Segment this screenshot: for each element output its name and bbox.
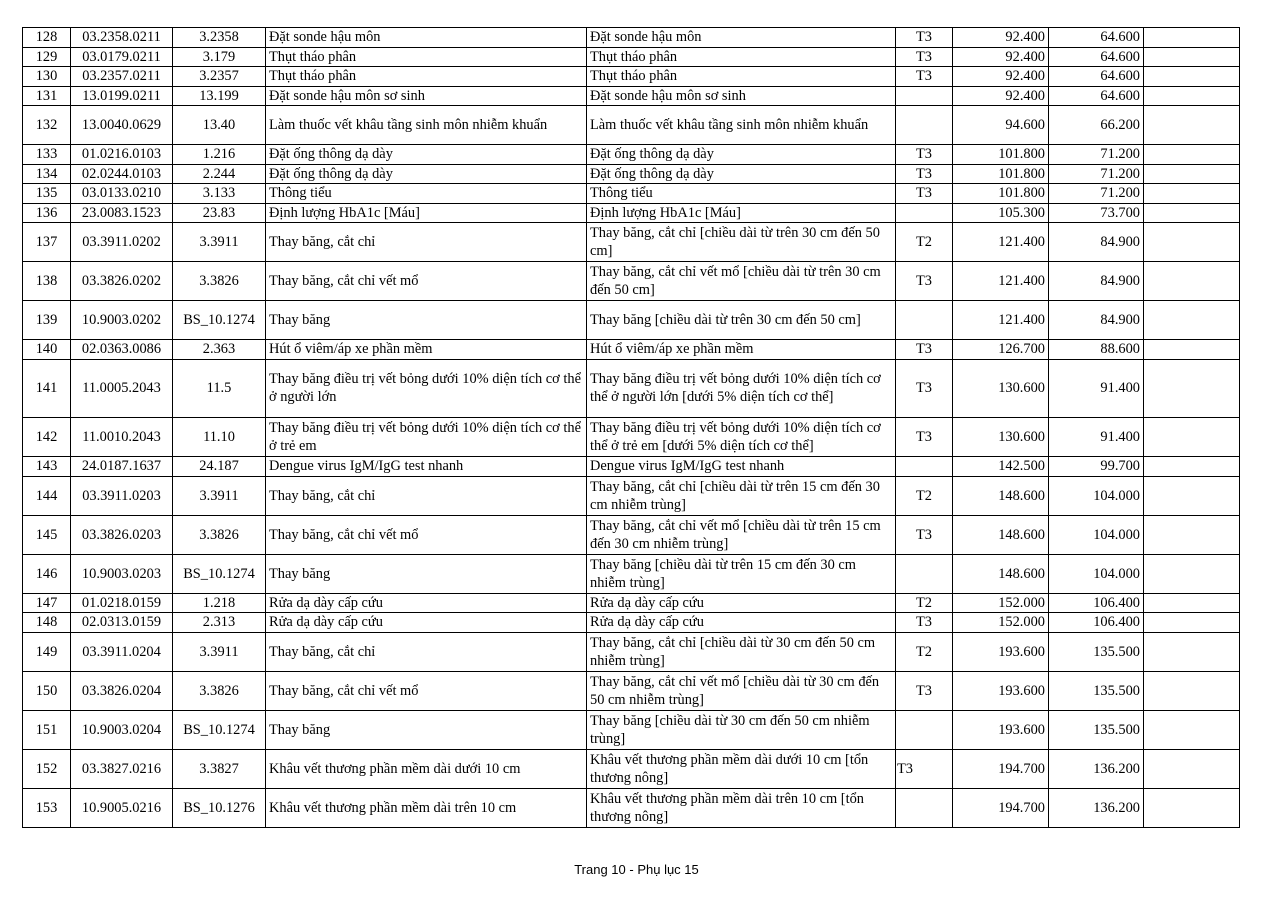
cell-price: 130.600 xyxy=(953,359,1049,418)
cell-price: 101.800 xyxy=(953,145,1049,165)
table-row xyxy=(23,359,1240,418)
cell-service-code: 10.9003.0202 xyxy=(71,301,173,340)
cell-row-number: 129 xyxy=(23,47,71,67)
cell-service-code: 03.3827.0216 xyxy=(71,749,173,788)
cell-service-name: Thay băng xyxy=(266,301,587,340)
table-row xyxy=(23,223,1240,262)
cell-classification: T2 xyxy=(896,223,953,262)
cell-row-number: 146 xyxy=(23,554,71,593)
cell-price-discounted: 84.900 xyxy=(1049,223,1144,262)
cell-approved-service-name: Thông tiểu xyxy=(587,184,896,204)
cell-note xyxy=(1144,262,1240,301)
price-table xyxy=(22,27,1240,828)
cell-service-code: 10.9003.0204 xyxy=(71,710,173,749)
cell-service-name: Thay băng, cắt chỉ xyxy=(266,223,587,262)
cell-approved-service-name: Thay băng điều trị vết bỏng dưới 10% diện tích cơ thể ở người lớn [dưới 5% diện tích cơ thể] xyxy=(587,359,896,418)
table-row xyxy=(23,476,1240,515)
cell-price-discounted: 64.600 xyxy=(1049,28,1144,48)
cell-circular-code: 3.3826 xyxy=(173,262,266,301)
cell-circular-code: 3.179 xyxy=(173,47,266,67)
table-row xyxy=(23,67,1240,87)
cell-row-number: 144 xyxy=(23,476,71,515)
cell-classification: T3 xyxy=(896,515,953,554)
cell-approved-service-name: Thay băng, cắt chỉ vết mổ [chiều dài từ trên 15 cm đến 30 cm nhiễm trùng] xyxy=(587,515,896,554)
table-row xyxy=(23,632,1240,671)
cell-service-code: 24.0187.1637 xyxy=(71,457,173,477)
cell-circular-code: 3.3911 xyxy=(173,476,266,515)
cell-price-discounted: 71.200 xyxy=(1049,164,1144,184)
cell-note xyxy=(1144,301,1240,340)
table-row xyxy=(23,593,1240,613)
cell-note xyxy=(1144,788,1240,827)
cell-price: 152.000 xyxy=(953,613,1049,633)
cell-note xyxy=(1144,749,1240,788)
cell-service-name: Đặt ống thông dạ dày xyxy=(266,145,587,165)
cell-price: 121.400 xyxy=(953,262,1049,301)
cell-service-code: 03.2357.0211 xyxy=(71,67,173,87)
cell-approved-service-name: Định lượng HbA1c [Máu] xyxy=(587,203,896,223)
cell-service-name: Rửa dạ dày cấp cứu xyxy=(266,593,587,613)
cell-price: 101.800 xyxy=(953,164,1049,184)
cell-price: 92.400 xyxy=(953,28,1049,48)
cell-note xyxy=(1144,203,1240,223)
cell-approved-service-name: Rửa dạ dày cấp cứu xyxy=(587,593,896,613)
cell-approved-service-name: Hút ổ viêm/áp xe phần mềm xyxy=(587,340,896,360)
cell-note xyxy=(1144,223,1240,262)
cell-price-discounted: 99.700 xyxy=(1049,457,1144,477)
cell-circular-code: 3.2358 xyxy=(173,28,266,48)
cell-approved-service-name: Khâu vết thương phần mềm dài trên 10 cm [tổn thương nông] xyxy=(587,788,896,827)
cell-service-name: Thay băng, cắt chỉ vết mổ xyxy=(266,262,587,301)
cell-price-discounted: 64.600 xyxy=(1049,67,1144,87)
table-row xyxy=(23,749,1240,788)
cell-price: 94.600 xyxy=(953,106,1049,145)
cell-classification: T3 xyxy=(896,613,953,633)
cell-note xyxy=(1144,359,1240,418)
cell-approved-service-name: Đặt sonde hậu môn xyxy=(587,28,896,48)
cell-price: 148.600 xyxy=(953,476,1049,515)
cell-note xyxy=(1144,418,1240,457)
cell-circular-code: 2.363 xyxy=(173,340,266,360)
cell-circular-code: 13.199 xyxy=(173,86,266,106)
cell-service-code: 01.0218.0159 xyxy=(71,593,173,613)
cell-service-code: 03.3826.0203 xyxy=(71,515,173,554)
cell-price: 126.700 xyxy=(953,340,1049,360)
table-row xyxy=(23,28,1240,48)
cell-classification xyxy=(896,106,953,145)
table-row xyxy=(23,145,1240,165)
cell-service-name: Đặt sonde hậu môn xyxy=(266,28,587,48)
cell-circular-code: 3.3911 xyxy=(173,632,266,671)
cell-circular-code: 3.133 xyxy=(173,184,266,204)
cell-service-code: 11.0005.2043 xyxy=(71,359,173,418)
cell-service-code: 10.9003.0203 xyxy=(71,554,173,593)
cell-classification: T3 xyxy=(896,47,953,67)
table-row xyxy=(23,106,1240,145)
cell-classification: T3 xyxy=(896,28,953,48)
cell-price: 101.800 xyxy=(953,184,1049,204)
table-row xyxy=(23,262,1240,301)
cell-price-discounted: 91.400 xyxy=(1049,359,1144,418)
table-row xyxy=(23,86,1240,106)
cell-row-number: 135 xyxy=(23,184,71,204)
cell-note xyxy=(1144,593,1240,613)
cell-circular-code: 2.244 xyxy=(173,164,266,184)
cell-circular-code: 11.10 xyxy=(173,418,266,457)
cell-service-code: 13.0040.0629 xyxy=(71,106,173,145)
cell-row-number: 152 xyxy=(23,749,71,788)
cell-price-discounted: 136.200 xyxy=(1049,749,1144,788)
cell-service-name: Thay băng điều trị vết bỏng dưới 10% diện tích cơ thể ở trẻ em xyxy=(266,418,587,457)
cell-service-name: Thay băng, cắt chỉ vết mổ xyxy=(266,515,587,554)
cell-service-name: Thay băng xyxy=(266,710,587,749)
cell-row-number: 149 xyxy=(23,632,71,671)
cell-price-discounted: 106.400 xyxy=(1049,593,1144,613)
cell-price-discounted: 71.200 xyxy=(1049,145,1144,165)
cell-service-code: 03.3826.0204 xyxy=(71,671,173,710)
cell-service-name: Thụt tháo phân xyxy=(266,67,587,87)
cell-row-number: 137 xyxy=(23,223,71,262)
cell-price-discounted: 66.200 xyxy=(1049,106,1144,145)
cell-approved-service-name: Thay băng, cắt chỉ [chiều dài từ 30 cm đến 50 cm nhiễm trùng] xyxy=(587,632,896,671)
cell-service-name: Rửa dạ dày cấp cứu xyxy=(266,613,587,633)
cell-service-code: 03.3826.0202 xyxy=(71,262,173,301)
cell-service-name: Thay băng, cắt chỉ vết mổ xyxy=(266,671,587,710)
cell-approved-service-name: Thay băng, cắt chỉ vết mổ [chiều dài từ 30 cm đến 50 cm nhiễm trùng] xyxy=(587,671,896,710)
cell-note xyxy=(1144,457,1240,477)
cell-circular-code: 3.3827 xyxy=(173,749,266,788)
cell-price-discounted: 71.200 xyxy=(1049,184,1144,204)
cell-note xyxy=(1144,632,1240,671)
table-row xyxy=(23,418,1240,457)
cell-classification: T3 xyxy=(896,262,953,301)
cell-price: 142.500 xyxy=(953,457,1049,477)
cell-circular-code: BS_10.1274 xyxy=(173,301,266,340)
cell-price-discounted: 73.700 xyxy=(1049,203,1144,223)
cell-service-name: Đặt sonde hậu môn sơ sinh xyxy=(266,86,587,106)
cell-approved-service-name: Thay băng, cắt chỉ vết mổ [chiều dài từ trên 30 cm đến 50 cm] xyxy=(587,262,896,301)
cell-service-name: Đặt ống thông dạ dày xyxy=(266,164,587,184)
cell-approved-service-name: Thay băng, cắt chỉ [chiều dài từ trên 30 cm đến 50 cm] xyxy=(587,223,896,262)
table-row xyxy=(23,203,1240,223)
cell-price: 193.600 xyxy=(953,710,1049,749)
cell-price-discounted: 136.200 xyxy=(1049,788,1144,827)
cell-price-discounted: 64.600 xyxy=(1049,47,1144,67)
cell-service-name: Thay băng điều trị vết bỏng dưới 10% diện tích cơ thể ở người lớn xyxy=(266,359,587,418)
cell-classification xyxy=(896,788,953,827)
price-table-sheet xyxy=(22,27,1239,828)
cell-row-number: 145 xyxy=(23,515,71,554)
cell-classification: T3 xyxy=(896,359,953,418)
cell-classification: T3 xyxy=(896,340,953,360)
cell-price: 193.600 xyxy=(953,632,1049,671)
cell-row-number: 133 xyxy=(23,145,71,165)
cell-circular-code: BS_10.1274 xyxy=(173,554,266,593)
cell-row-number: 151 xyxy=(23,710,71,749)
cell-service-name: Khâu vết thương phần mềm dài dưới 10 cm xyxy=(266,749,587,788)
cell-circular-code: 1.218 xyxy=(173,593,266,613)
cell-classification: T2 xyxy=(896,476,953,515)
table-row xyxy=(23,301,1240,340)
cell-price: 92.400 xyxy=(953,86,1049,106)
cell-service-name: Dengue virus IgM/IgG test nhanh xyxy=(266,457,587,477)
cell-service-name: Làm thuốc vết khâu tầng sinh môn nhiễm khuẩn xyxy=(266,106,587,145)
cell-note xyxy=(1144,671,1240,710)
cell-service-code: 13.0199.0211 xyxy=(71,86,173,106)
cell-price: 92.400 xyxy=(953,67,1049,87)
cell-service-name: Hút ổ viêm/áp xe phần mềm xyxy=(266,340,587,360)
cell-row-number: 147 xyxy=(23,593,71,613)
table-row xyxy=(23,340,1240,360)
cell-price-discounted: 84.900 xyxy=(1049,301,1144,340)
cell-row-number: 136 xyxy=(23,203,71,223)
cell-circular-code: 2.313 xyxy=(173,613,266,633)
cell-price-discounted: 104.000 xyxy=(1049,554,1144,593)
cell-row-number: 130 xyxy=(23,67,71,87)
cell-price: 121.400 xyxy=(953,301,1049,340)
cell-service-name: Khâu vết thương phần mềm dài trên 10 cm xyxy=(266,788,587,827)
cell-service-name: Thay băng xyxy=(266,554,587,593)
cell-service-name: Thụt tháo phân xyxy=(266,47,587,67)
cell-classification: T3 xyxy=(896,418,953,457)
cell-note xyxy=(1144,340,1240,360)
cell-note xyxy=(1144,28,1240,48)
cell-classification xyxy=(896,710,953,749)
cell-price: 152.000 xyxy=(953,593,1049,613)
cell-note xyxy=(1144,184,1240,204)
cell-service-code: 03.3911.0204 xyxy=(71,632,173,671)
cell-price-discounted: 84.900 xyxy=(1049,262,1144,301)
cell-service-code: 02.0313.0159 xyxy=(71,613,173,633)
cell-classification: T3 xyxy=(896,164,953,184)
cell-price: 194.700 xyxy=(953,788,1049,827)
cell-note xyxy=(1144,613,1240,633)
cell-price: 92.400 xyxy=(953,47,1049,67)
cell-note xyxy=(1144,554,1240,593)
cell-note xyxy=(1144,515,1240,554)
table-row xyxy=(23,613,1240,633)
table-row xyxy=(23,184,1240,204)
cell-circular-code: 24.187 xyxy=(173,457,266,477)
table-row xyxy=(23,47,1240,67)
cell-service-code: 02.0244.0103 xyxy=(71,164,173,184)
cell-price: 193.600 xyxy=(953,671,1049,710)
cell-classification: T3 xyxy=(896,671,953,710)
cell-service-name: Thay băng, cắt chỉ xyxy=(266,632,587,671)
cell-price: 148.600 xyxy=(953,515,1049,554)
cell-note xyxy=(1144,145,1240,165)
cell-classification: T3 xyxy=(896,67,953,87)
cell-approved-service-name: Khâu vết thương phần mềm dài dưới 10 cm [tổn thương nông] xyxy=(587,749,896,788)
cell-circular-code: 3.3826 xyxy=(173,515,266,554)
cell-row-number: 142 xyxy=(23,418,71,457)
cell-row-number: 131 xyxy=(23,86,71,106)
cell-price-discounted: 104.000 xyxy=(1049,515,1144,554)
cell-row-number: 143 xyxy=(23,457,71,477)
cell-classification: T3 xyxy=(896,145,953,165)
cell-price: 130.600 xyxy=(953,418,1049,457)
cell-price-discounted: 64.600 xyxy=(1049,86,1144,106)
cell-classification: T3 xyxy=(896,184,953,204)
table-row xyxy=(23,788,1240,827)
cell-approved-service-name: Thay băng điều trị vết bỏng dưới 10% diện tích cơ thể ở trẻ em [dưới 5% diện tích cơ thể] xyxy=(587,418,896,457)
cell-service-code: 03.3911.0203 xyxy=(71,476,173,515)
cell-note xyxy=(1144,476,1240,515)
cell-price: 105.300 xyxy=(953,203,1049,223)
cell-row-number: 132 xyxy=(23,106,71,145)
table-row xyxy=(23,671,1240,710)
cell-note xyxy=(1144,106,1240,145)
cell-service-code: 23.0083.1523 xyxy=(71,203,173,223)
page-footer: Trang 10 - Phụ lục 15 xyxy=(574,862,699,877)
cell-service-code: 03.2358.0211 xyxy=(71,28,173,48)
cell-classification: T3 xyxy=(896,749,953,788)
cell-classification xyxy=(896,457,953,477)
cell-approved-service-name: Thay băng [chiều dài từ 30 cm đến 50 cm nhiễm trùng] xyxy=(587,710,896,749)
cell-service-code: 10.9005.0216 xyxy=(71,788,173,827)
cell-price: 148.600 xyxy=(953,554,1049,593)
cell-note xyxy=(1144,67,1240,87)
cell-price: 194.700 xyxy=(953,749,1049,788)
cell-classification: T2 xyxy=(896,593,953,613)
cell-service-code: 11.0010.2043 xyxy=(71,418,173,457)
cell-circular-code: BS_10.1274 xyxy=(173,710,266,749)
cell-classification: T2 xyxy=(896,632,953,671)
cell-circular-code: 11.5 xyxy=(173,359,266,418)
cell-service-name: Thông tiểu xyxy=(266,184,587,204)
table-row xyxy=(23,457,1240,477)
cell-service-code: 03.3911.0202 xyxy=(71,223,173,262)
cell-service-name: Thay băng, cắt chỉ xyxy=(266,476,587,515)
cell-price-discounted: 135.500 xyxy=(1049,710,1144,749)
cell-service-name: Định lượng HbA1c [Máu] xyxy=(266,203,587,223)
cell-row-number: 128 xyxy=(23,28,71,48)
table-row xyxy=(23,710,1240,749)
cell-service-code: 03.0133.0210 xyxy=(71,184,173,204)
cell-row-number: 150 xyxy=(23,671,71,710)
cell-classification xyxy=(896,86,953,106)
cell-row-number: 148 xyxy=(23,613,71,633)
cell-circular-code: 23.83 xyxy=(173,203,266,223)
cell-classification xyxy=(896,554,953,593)
cell-price-discounted: 135.500 xyxy=(1049,671,1144,710)
cell-price-discounted: 88.600 xyxy=(1049,340,1144,360)
cell-approved-service-name: Thụt tháo phân xyxy=(587,67,896,87)
cell-row-number: 153 xyxy=(23,788,71,827)
cell-circular-code: 3.3911 xyxy=(173,223,266,262)
cell-note xyxy=(1144,710,1240,749)
cell-note xyxy=(1144,86,1240,106)
cell-approved-service-name: Thay băng [chiều dài từ trên 30 cm đến 50 cm] xyxy=(587,301,896,340)
cell-approved-service-name: Thụt tháo phân xyxy=(587,47,896,67)
table-row xyxy=(23,164,1240,184)
table-row xyxy=(23,515,1240,554)
cell-row-number: 138 xyxy=(23,262,71,301)
cell-classification xyxy=(896,301,953,340)
cell-approved-service-name: Đặt ống thông dạ dày xyxy=(587,145,896,165)
cell-note xyxy=(1144,164,1240,184)
cell-circular-code: 1.216 xyxy=(173,145,266,165)
cell-price: 121.400 xyxy=(953,223,1049,262)
cell-row-number: 140 xyxy=(23,340,71,360)
cell-approved-service-name: Làm thuốc vết khâu tầng sinh môn nhiễm khuẩn xyxy=(587,106,896,145)
cell-price-discounted: 135.500 xyxy=(1049,632,1144,671)
cell-row-number: 139 xyxy=(23,301,71,340)
cell-price-discounted: 91.400 xyxy=(1049,418,1144,457)
cell-approved-service-name: Đặt ống thông dạ dày xyxy=(587,164,896,184)
table-body xyxy=(23,28,1240,828)
cell-service-code: 01.0216.0103 xyxy=(71,145,173,165)
cell-service-code: 02.0363.0086 xyxy=(71,340,173,360)
cell-approved-service-name: Thay băng, cắt chỉ [chiều dài từ trên 15 cm đến 30 cm nhiễm trùng] xyxy=(587,476,896,515)
cell-row-number: 141 xyxy=(23,359,71,418)
cell-approved-service-name: Dengue virus IgM/IgG test nhanh xyxy=(587,457,896,477)
cell-circular-code: BS_10.1276 xyxy=(173,788,266,827)
cell-classification xyxy=(896,203,953,223)
cell-circular-code: 13.40 xyxy=(173,106,266,145)
cell-price-discounted: 104.000 xyxy=(1049,476,1144,515)
cell-row-number: 134 xyxy=(23,164,71,184)
cell-approved-service-name: Thay băng [chiều dài từ trên 15 cm đến 30 cm nhiễm trùng] xyxy=(587,554,896,593)
cell-circular-code: 3.2357 xyxy=(173,67,266,87)
cell-service-code: 03.0179.0211 xyxy=(71,47,173,67)
cell-circular-code: 3.3826 xyxy=(173,671,266,710)
cell-note xyxy=(1144,47,1240,67)
cell-approved-service-name: Rửa dạ dày cấp cứu xyxy=(587,613,896,633)
table-row xyxy=(23,554,1240,593)
cell-approved-service-name: Đặt sonde hậu môn sơ sinh xyxy=(587,86,896,106)
cell-price-discounted: 106.400 xyxy=(1049,613,1144,633)
